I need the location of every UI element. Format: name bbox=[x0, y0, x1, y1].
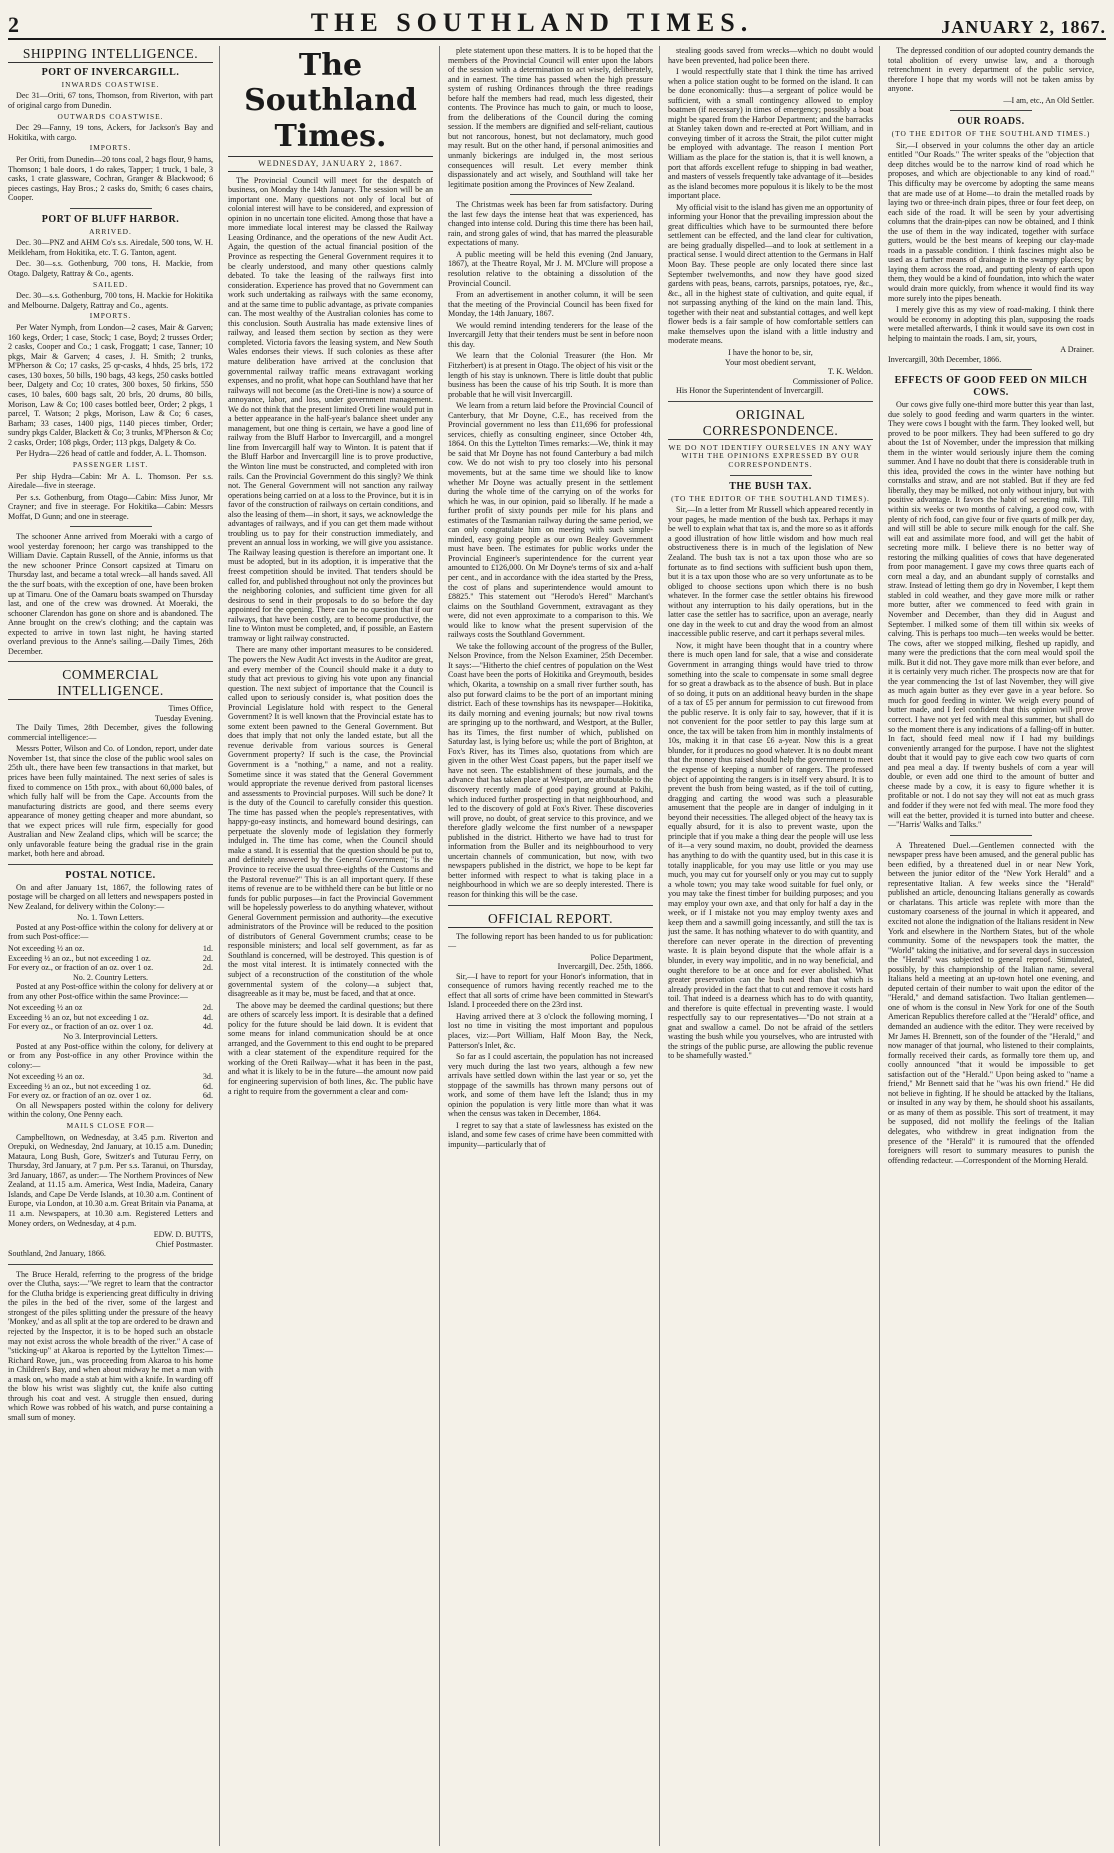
official-text: Sir,—I have to report for your Honor's information, that in consequence of rumors having recently reached me to the effect that all sorts of crime have been committed in Stewart's Island. I proceeded there on the 23rd inst. bbox=[448, 971, 653, 1010]
commercial-heading: COMMERCIAL INTELLIGENCE. bbox=[8, 667, 213, 700]
rates-heading: No. 2. Country Letters. bbox=[72, 972, 149, 982]
rate-row bbox=[8, 1003, 213, 1013]
rate-label: Exceeding ½ an oz., but not exceeding 1 oz. bbox=[8, 1081, 151, 1091]
mails-signature: Chief Postmaster. bbox=[155, 1239, 213, 1249]
rates-heading: No. 1. Town Letters. bbox=[77, 913, 144, 923]
rate-label: Exceeding ½ an oz, but not exceeding 1 oz. bbox=[8, 1012, 149, 1022]
office-line: Tuesday Evening. bbox=[154, 713, 213, 723]
rate-label: Not exceeding ½ an oz. bbox=[8, 944, 85, 954]
letter-signature: A Drainer. bbox=[1060, 345, 1094, 355]
rate-value: 4d. bbox=[202, 1022, 213, 1032]
arrived-text: Dec. 30—s.s. Gothenburg, 700 tons, H. Mackie, from Otago. Dalgety, Rattray & Co., agents. bbox=[8, 259, 213, 279]
effects-heading: EFFECTS OF GOOD FEED ON MILCH COWS. bbox=[894, 375, 1088, 399]
correspondence-heading: ORIGINAL CORRESPONDENCE. bbox=[668, 407, 873, 440]
inwards-text: Dec 31—Oriti, 67 tons, Thomson, from Riverton, with part of original cargo from Dunedin. bbox=[8, 91, 213, 110]
postal-heading: POSTAL NOTICE. bbox=[65, 869, 156, 881]
rate-row bbox=[8, 1022, 213, 1032]
letter-text: Now, it might have been thought that in a country where there is much open land for sale, that a wise and considerate Government in arranging things would have tried to throw something into the scale to compensate in some small degree for so great a drawback as to the absence of bush. But in place of so doing, it puts on an additional heavy burden in the shape of a tax of £5 per annum for permission to cut firewood from the public reserve. It is only fair to say, however, that if it is not convenient for the poor settler to pay this large sum at once, the tax will be taken from him in monthly instalments of 10s, making it in that case £6 a-year. Now this is a great blunder, for it produces no good whatever. It is no doubt meant that the money thus raised should help the government to meet the expense of keeping a number of rangers. The professed object of appointing the rangers is in itself very absurd. It is to prevent the bush from being wasted, as if the toil of cutting, dragging and carting the wood was such a pleasurable amusement that the people are in danger of indulging in it beyond their necessities. The alleged object of the heavy tax is equally absurd, for it is also to prevent waste, upon the principle that if you make a thing dear the people will use less of it—a very sound maxim, no doubt, provided the dearness has anything to do with the quantity used, but in this case it is totally inapplicable, for you may use little or you may use much, you may cut for yourself only or you may cut to supply a whole town; you may take wood suitable for fuel only, or you may take the finest timber for building purposes; and you may employ your own axe, and that only for half a day in the week, or if I mistake not you may employ twenty axes and keep them and a sawmill going incessantly, and still the tax is just the same. It has nothing whatever to do with quantity, and therefore can never operate in the direction of preventing waste. It is plain beyond dispute that the whole affair is a blunder, in every way impolitic, and in no way beneficial, and ought therefore to be at once and for ever abolished. What greater preservation can the bush need than that which is already provided in the fact that to cut and remove it costs hard toil. That indeed is a dearness which has to do with quantity, and therefore is quite effectual in preventing waste. I would respectfully say to our representatives—"Do not strain at a gnat and swallow a camel. Do not be afraid of the settlers wasting the bush while you yourselves, who are intrusted with the strings of the public purse, are allowing the public revenue to be shamefully wasted." bbox=[668, 640, 873, 1061]
rate-value: 6d. bbox=[202, 1081, 213, 1091]
running-title: THE SOUTHLAND TIMES. bbox=[310, 8, 754, 37]
rate-label: Exceeding ½ an oz., but not exceeding 1 oz. bbox=[8, 953, 151, 963]
rates-list bbox=[8, 1072, 213, 1101]
editorial-paragraph: The Provincial Council will meet for the despatch of business, on Monday the 14th January. The session will be an important one. Many questions not only of local but of colonial interest will have to be considered, and expression of opinion in no uncertain tone elicited. Among those that have a more immediate local interest may be classed the Railway Leasing Ordinance, and the operations of the new Audit Act. Again, the question of the actual financial position of the Province as respecting the General Government requires it to be clearly understood, and many other questions calmly debated. To take the leasing of the railways first into consideration. Experience has proved that no Government can work such undertaking as railways with the same economy, and at the same time to public advantage, as private companies can. The most wealthy of the Australian colonies has come to this conclusion. South Australia has made extensive lines of railway, and leased them section by section as they were completed. Victoria favors the leasing system, and New South Wales endorses their views. If such colonies as these after mature deliberation have arrived at the conclusion that governmental railway traffic means extravagant working expenses, and no profit, what hope can Southland have that her railways will not become (as the Oreti-line is now) a source of annoyance, labor, and loss, under government management. We do not think that the present limited Oreti line would put in a better appearance in the half-year's balance sheet under any management, but one thing is certain, we have a good line of railway from the Bluff Harbor to Invercargill, and a mongrel line from Invercargill half way to Winton. It is patent that if the Bluff Harbor and Invercargill line is to prove productive, the Winton line must be constructed, and completed with iron rails. Can the Provincial Government do this singly? We think not. The General Government will not sanction any railway operations being carried on at a loss to the Province, but it is in favor of the construction of railways on certain conditions, and also the leasing of them—in short, it says, we acknowledge the advantages of railways, and if you can get them made without troubling us to pay for their construction immediately, and prevent an annual loss in working, we will give you assistance. The Railway leasing question is therefore an important one. It must be adopted, but in its adoption, it is imperative that the freest competition should be invited. That tenders should be called for, and published throughout not only the provinces but the neighboring colonies, and sufficient time given for all desirous to send in their proposals to do so before the day appointed for the opening. There can be no question that if our railways, that have been costly, are to become productive, the line to Winton must be completed, and, if possible, an Eastern tramway or light railway constructed. bbox=[228, 175, 433, 643]
letter-signature: —I am, etc., An Old Settler. bbox=[1003, 95, 1094, 105]
news-paragraph: We take the following account of the progress of the Buller, Nelson Province, from the Nelson Examiner, 25th December. It says:—"Hitherto the chief centres of population on the West Coast have been the ports of Hokitika and Greymouth, besides which, Okarita, a township on a small river further south, has also put forward claims to be the port of an important mining district. Each of these townships has its newspaper—Hokitika, its daily morning and evening journals; but now rival towns are springing up to the northward, and Westport, at the Buller, has its Times, the first number of which, published on Saturday last, is lying before us; while the port of Brighton, at Fox's River, has its Times also, quotations from which are given in the other West Coast papers, but the paper itself we have not seen. The establishment of these journals, and the advance that has taken place at Westport, are attributable to the discovery recently made of good paying ground at Pakihi, which induced further prospecting in that neighbourhood, and led to the discovery of gold at Fox's River. These discoveries will prove, no doubt, of great service to this province, and we therefore gladly welcome the first number of a newspaper published in the district. Hitherto we have had to trust for information from the Buller and its neighbourhood to very uncertain channels of communication, but now, with two newspapers published in the district, we hope to be kept far better informed with respect to what is taking place in a neighbourhood in which we are so deeply interested. There is reason for thinking this will be the case. bbox=[448, 641, 653, 900]
divider bbox=[70, 208, 152, 209]
inwards-heading: INWARDS COASTWISE. bbox=[61, 79, 160, 89]
rate-row bbox=[8, 1082, 213, 1092]
mails-heading: MAILS CLOSE FOR— bbox=[66, 1120, 155, 1130]
postal-text: On and after January 1st, 1867, the following rates of postage will be charged on all letters and newspapers posted in New Zealand, for delivery within the Colony:— bbox=[8, 882, 213, 911]
arrived-heading: ARRIVED. bbox=[89, 226, 132, 236]
letter-text: The depressed condition of our adopted country demands the total abolition of every unwise law, and a thorough retrenchment in every department of the public service, therefore I hope that my words will not be taken amiss by anyone. bbox=[888, 46, 1094, 94]
news-paragraph: From an advertisement in another column, it will be seen that the meeting of the Provincial Council has been fixed for Monday, the 14th January, 1867. bbox=[448, 290, 653, 319]
rate-row bbox=[8, 954, 213, 964]
divider bbox=[950, 110, 1032, 111]
article-text: Our cows give fully one-third more butter this year than last, due solely to good feeding and warm quarters in the winter. They were cows I bought with the farm. They looked well, but proved to be poor milkers. They had been suffered to go dry about the 1st of November, under the impression that milking them in the winter would seriously injure them the coming summer. And I have no doubt that there is considerable truth in this idea, provided the cows in the winter have nothing but cornstalks and straw, and are not stabled. But if they are fed liberally, they may be milked, not only without injury, but with positive advantage. It favors the habit of secreting milk. Till within six weeks or two months of calving, a good cow, with plenty of rich food, can give four or five quarts of milk per day, and will still be able to secure milk enough for the calf. She will eat and assimilate more food, and will get the habit of secreting more milk. I believe there is no better way of restoring the milking qualities of cows that have degenerated from poor management. I gave my cows three quarts each of corn meal a day, and an abundant supply of cornstalks and straw. Instead of letting them go dry in November, I kept them stabled in cold weather, and they gave more milk or rather more butter, after we commenced to feed with grain in November and December, than they did in August and September. I milked some of them till within six weeks of calving. This is perhaps too much—ten weeks would be better. The cows, after we stopped milking, fleshed up rapidly, and many were the predictions that the corn meal would spoil the milk. But it did not. They gave more milk than ever before, and it is certainly very much richer. The prospects now are that for the year commencing the 1st of last November, they will give as much again butter as they ever gave in a year before. So much for good feeding in winter. We weigh every pound of butter made, and I feel confident that this opinion will prove correct. I have not yet fed with meal this summer, but shall do so the moment there is any indications of a falling-off in butter. In fact, should feed meal now if I had my buildings conveniently arranged for the purpose. I have not the slightest doubt that it would pay to give each cow two quarts of corn and pea meal a day. If twenty bushels of corn a year will double, or even add one third to the amount of butter and cheese made by a cow, it is easy to figure whether it is profitable or not. I do not say they will not eat as much grass and fodder if they were not fed with meal. The more food they will eat the better, provided it is turned into butter and cheese.—"Harris' Walks and Talks." bbox=[888, 399, 1094, 830]
rate-value: 4d. bbox=[202, 1012, 213, 1022]
mails-text: Campbelltown, on Wednesday, at 3.45 p.m. Riverton and Orepuki, on Wednesday, 2nd January, at 10.15 a.m. Dunedin; Mataura, Long Bush, Gore, Switzer's and Tuturau Ferry, on Thursday, 3rd January, at 7 p.m. Per s.s. Taranui, on Thursday, 3rd January, 1867, as under:— The Northern Provinces of New Zealand, at 11.15 a.m. America, West India, Madeira, Canary Islands, and Cape De Verde Islands, at 10.30 a.m. Continent of Europe, via London, at 10.30 a.m. Great Britain via Panama, at 11 a.m. Newspapers, at 10.30 a.m. Registered Letters and Money orders, on Wednesday, at 4 p.m. bbox=[8, 1132, 213, 1228]
rate-row bbox=[8, 963, 213, 973]
columns bbox=[8, 46, 1106, 1846]
commercial-text: Messrs Potter, Wilson and Co. of London, report, under date November 1st, that since the close of the public wool sales on 25th ult., there have been few transactions in that market, but prices have been fully maintained. The next series of sales is fixed to commence on 15th prox., with about 60,000 bales, of which fully half will be from the Cape. Accounts from the manufacturing districts are good, and there seems every appearance of money getting cheaper and more abundant, so that we expect prices will rule firm, especially for good Australian and New Zealand clips, which will be scarce; the only unfavorable feature being the gradual rise in the grain market, both here and abroad. bbox=[8, 744, 213, 859]
nameplate: The Southland Times. bbox=[244, 48, 417, 154]
mails-date: Southland, 2nd January, 1866. bbox=[8, 1249, 106, 1259]
rate-value: 2d. bbox=[202, 953, 213, 963]
duel-article: A Threatened Duel.—Gentlemen connected with the newspaper press have been amused, and the general public has been edified, by a threatened duel in or near New York, between the junior editor of the "New York Herald" and a representative Italian. A few weeks since the "Herald" published an article, denouncing Italians generally as cowards or charlatans. This article was replete with more than the customary coarseness of the journal in which it appeared, and excited not alone the indignation of the Italians resident in New York and elsewhere in the Northern States, but of the whole community. Some of the newspapers took the matter, the "World" taking the initiative, and for several days in succession the "Herald" was subjected to general reproof. Stimulated, possibly, by this championship of the Italian name, several Italians held a meeting at an up-town hotel one evening, and deputed certain of their number to wait upon the editor of the "Herald," and demand satisfaction. Two Italian gentlemen—one of whom is the consul in New York for one of the South American Republics therefore called at the "Herald" office, and demanded an audience with the editor. They were received by Mr James H. Brennett, son of the founder of the "Herald," and now manager of that journal, who listened to their complaints, formally received their cards, as formally tore them up, and coolly announced "that it would be impossible to get satisfaction out of the "Herald." Upon being asked to "name a friend," Mr Bennett said that he "was his own friend." He did not believe in fighting. If he should be attacked by the Italians, or insulted in any way by them, he should shoot his assailants, or as many of them as possible. This sort of treatment, it may be supposed, did not mollify the feelings of the Italian delegates, who withdrew in great indignation from the presence of the "Herald" it is rumoured that the offended foreigners will resort to summary measures to punish the offending redacteur. —Correspondent of the Morning Herald. bbox=[888, 840, 1094, 1165]
divider bbox=[8, 1264, 213, 1265]
port-heading: PORT OF INVERCARGILL. bbox=[41, 66, 180, 78]
rate-label: Not exceeding ½ an oz. bbox=[8, 1072, 85, 1082]
passenger-heading: PASSENGER LIST. bbox=[72, 459, 149, 469]
news-paragraph: We learn that the Colonial Treasurer (the Hon. Mr Fitzherbert) is at present in Otago. The object of his visit or the length of his stay is unknown. There is little doubt that public business has been the cause of his trip South. It is more than probable that he will visit Invercargill. bbox=[448, 351, 653, 399]
port-heading: PORT OF BLUFF HARBOR. bbox=[41, 213, 180, 225]
news-paragraph: We learn from a return laid before the Provincial Council of Canterbury, that Mr Doyne, C.E., has received from the Provincial government no less than £11,696 for professional services, chiefly as consulting engineer, since October 4th, 1864. On this the Lyttelton Times remarks:—We, think it may be said that Mr Doyne has not found Canterbury a bad milch cow. We do not wish to pry too closely into his personal movements, but at the same time we should like to know whether Mr Doyne was actually present in the settlement during the whole time of the carrying on of the works for which he was, in our opinion, paid so liberally. If he made a further profit of sixty pounds per mile for his plans and estimates of the Tasmanian railway during the same period, we can only congratulate him on meeting with such simple-minded, easy going people as our own Bealey Government must have been. The estimates for public works under the Provincial Engineer's superintendence for the current year amounted to £126,000. On Mr Doyne's terms of six and a-half per cent., and in accordance with the idea started by the Press, the cost of plans and superintendence would amount to £8825." This statement out "Herodo's Hered" Marchant's claims on the Southland Government, extravagant as they were, did not even approximate to a comparison to this. We would like to know what the present supervision of the railways costs the Southland Government. bbox=[448, 401, 653, 640]
divider bbox=[70, 526, 152, 527]
rate-value: 2d. bbox=[202, 963, 213, 973]
divider bbox=[668, 401, 873, 402]
official-text: stealing goods saved from wrecks—which no doubt would have been prevented, had police been there. bbox=[668, 46, 873, 65]
rate-value: 2d. bbox=[202, 1003, 213, 1013]
divider bbox=[730, 475, 812, 476]
column-5 bbox=[888, 46, 1100, 1846]
official-text: My official visit to the island has given me an opportunity of informing your Honor that the prevailing impression about the great difficulties which have to be surmounted there before settlement can be effected, and the land clear for cultivation, are being gradually dispelled—and to look at settlement in a practical sense. I would direct attention to the Germans in Half Moon Bay. These people are only located there since last September twelvemonths, and now they have good sized gardens with peas, beans, carrots, parsnips, potatoes, rye, &c., &c., all in the highest state of cultivation, and quite equal, if not surpassing anything of the kind on the main land. This, together with their neat and substantial cottages, and well kept flower beds is a fair sample of how comfortable settlers can make themselves upon the island with a little industry and moderate means. bbox=[668, 202, 873, 346]
imports-text: Per Water Nymph, from London—2 cases, Mair & Garven; 160 kegs, Order; 1 case, Stock; 1 case, Boyd; 2 trusses Order; 2 casks, Cooper and Co.; 1 cask, Froggatt; 1 case, Tanner; 10 pkgs, Mair & Garven; 4 cases, J. H. Smith; 2 trunks, M'Pherson & Co; 17 casks, 25 qr-casks, 4 hhds, 25 brls, 172 cases, 130 boxes, 50 bills, 190 bags, 43 kegs, 250 casks bottled beer, Dalgety and Co; 10 crates, 300 boxes, 50 firkins, 550 cases, 10 bales, 600 bags salt, 20 brls, 20 drums, 80 bills, Morison, Law & Co; 100 cases bottled beer, Order; 2 pkgs, 1 parcel, T. Watson; 2 pkgs, Morison, Law & Co; 6 cases, Barham; 33 cases, 1400 pigs, 1140 pieces timber, Order; sundry pkgs Calder, Blackett & Co; 3 trunks, M'Pherson & Co; 2 casks, Order; 108 pkgs, Order; 113 pkgs, Dalgety & Co. bbox=[8, 323, 213, 447]
sailed-text: Dec. 30—s.s. Gothenburg, 700 tons, H. Mackie for Hokitika and Melbourne. Dalgety, Rattray and Co., agents. bbox=[8, 291, 213, 310]
divider bbox=[950, 835, 1032, 836]
rate-value: 3d. bbox=[202, 1072, 213, 1082]
rates-list bbox=[8, 1003, 213, 1032]
editor-line: (TO THE EDITOR OF THE SOUTHLAND TIMES). bbox=[671, 493, 870, 503]
imports-heading: IMPORTS. bbox=[89, 143, 132, 153]
signature-address: His Honor the Superintendent of Invercargill. bbox=[676, 386, 824, 396]
divider bbox=[950, 369, 1032, 370]
rate-row bbox=[8, 1013, 213, 1023]
divider bbox=[8, 661, 213, 662]
office-line: Times Office, bbox=[168, 704, 213, 714]
rates-intro: Posted at any Post-office within the colony for delivery at or from such Post-office:— bbox=[8, 922, 213, 942]
official-text: I would respectfully state that I think the time has arrived when a police station ought to be formed on the island. It can be done economically: thus—a sergeant of police would be sufficient, with a small contingency allowed to employ boatmen (if necessary) in times of emergency; possibly a boat might be spared from the Harbor Department; and the barracks at Stanley taken down and re-erected at Port William, and in conveying timber of it across the Strait, the pilot cutter might be employed with advantage. The reason I mention Port William as the place for the station is, that it is well known, a port that affords excellent refuge to shipping in bad weather, and masters of vessels frequently take advantage of it—besides as the island becomes more populous it is likely to be the most important place. bbox=[668, 67, 873, 201]
passenger-text: Per ship Hydra—Cabin: Mr A. L. Thomson. Per s.s. Airedale—five in steerage. bbox=[8, 471, 213, 491]
masthead bbox=[8, 4, 1106, 40]
official-dept: Police Department, bbox=[590, 952, 653, 962]
official-text: So far as I could ascertain, the population has not increased very much during the last two years, although a few new arrivals have settled down within the last year or so, yet the stoppage of the sawmills has thrown many persons out of work, and some of them have left the Island; thus in my opinion the population is very little more than what it was when the census was taken in December, 1864. bbox=[448, 1052, 653, 1119]
rate-value: 1d. bbox=[202, 944, 213, 954]
roads-heading: OUR ROADS. bbox=[957, 116, 1025, 128]
rate-label: For every oz., or fraction of an oz. over 1 oz. bbox=[8, 963, 154, 973]
divider bbox=[8, 864, 213, 865]
column-4 bbox=[668, 46, 880, 1846]
arrived-text: Dec. 30—PNZ and AHM Co's s.s. Airedale, 500 tons, W. H. Meikleham, from Hokitika, etc. T. G. Tanton, agent. bbox=[8, 238, 213, 257]
bush-tax-heading: THE BUSH TAX. bbox=[729, 480, 812, 492]
page-number: 2 bbox=[8, 12, 19, 37]
rate-label: For every oz. or fraction of an oz. over 1 oz. bbox=[8, 1091, 152, 1101]
commercial-text: The Daily Times, 28th December, gives the following commercial intelligence:— bbox=[8, 723, 213, 742]
schooner-article: The schooner Anne arrived from Moeraki with a cargo of wool yesterday forenoon; her cargo was transhipped to the William Davie. Captain Russell, of the Annie, informs us that the new schooner Prince Consort capsized at Timaru on Thursday last, and became a total wreck—all hands saved. All the the surf boats, with the exception of one, have been broken up at Timaru. One of the Oamaru boats swamped on Thursday last, and one of the crew was drowned. At Moeraki, the schooner Clarendon has gone on shore and is abandoned. The Anne brought on the crew's clothing; and the captain was expected to arrive in town last night, he having started overland previous to the Anne's sailing.—Daily Times, 26th December. bbox=[8, 532, 213, 656]
official-intro: The following report has been handed to us for publication:— bbox=[448, 931, 653, 951]
shipping-heading: SHIPPING INTELLIGENCE. bbox=[8, 46, 213, 63]
rates-intro: Posted at any Post-office within the colony, for delivery at or from any Post-office in any other Province within the colony:— bbox=[8, 1041, 213, 1070]
rate-label: For every oz., or fraction of an oz. over 1 oz. bbox=[8, 1022, 154, 1032]
official-dept: Invercargill, Dec. 25th, 1866. bbox=[557, 962, 653, 972]
signature-name: T. K. Weldon. bbox=[827, 367, 873, 377]
column-2 bbox=[228, 46, 440, 1846]
editorial-paragraph: plete statement upon these matters. It is to be hoped that the members of the Provincial Council will enter upon the labors of the session with a determination to act wisely, deliberately, and in earnest. The time has passed when the high pressure system of rushing Ordinances through the three readings before half the members had read, much less digested, their contents. The Province has much to gain, or much to loose, from the deliberations of the Council during the coming session. If the members are dignified and self-reliant, cautious but not rancorous, honest, but not declamatory, much good may result. But on the other hand, if personal animosities and unmanly bickerings are indulged in, the most serious consequences will result. Let every member think dispassionately and act wisely, and Southland will take her legitimate position among the Provinces of New Zealand. bbox=[448, 46, 653, 189]
letter-text: I merely give this as my view of road-making. I think there would be economy in adopting this plan, supposing the roads were metalled afterwards, I think it would save its own cost in helping to maintain the roads. I am, sir, yours, bbox=[888, 305, 1094, 343]
rate-row bbox=[8, 944, 213, 954]
official-text: I regret to say that a state of lawlessness has existed on the island, and some few cases of crime have been committed with impunity—particularly that of bbox=[448, 1120, 653, 1149]
sailed-heading: SAILED. bbox=[92, 279, 129, 289]
signature-line: Your most obedient servant, bbox=[725, 357, 816, 367]
bruce-article: The Bruce Herald, referring to the progress of the bridge over the Clutha, says:—"We regret to learn that the contractor for the Clutha bridge is experiencing great difficulty in driving the piles in the bed of the river, some of the largest and strongest of the piles splitting under the pressure of the heavy 'Monkey,' and as all split at the top are ordered to be drawn and rejected by the Inspector, it is to be hoped such an obstacle may not exist across the whole breadth of the river." A case of "sticking-up" at Akaroa is reported by the Lyttelton Times:—Richard Rowe, jun., was proceeding from Akaroa to his home in Children's Bay, and when about midway he met a man with a mask on, who made a stab at him with a knife. In warding off the blow his wrist was slightly cut, the knife also cutting through his coat and vest. A struggle then ensued, during which Rowe was robbed of his watch, and purse containing a small sum of money. bbox=[8, 1269, 213, 1422]
rate-row bbox=[8, 1072, 213, 1082]
official-heading: OFFICIAL REPORT. bbox=[448, 911, 653, 928]
postal-news: On all Newspapers posted within the colony for delivery within the colony, One Penny each. bbox=[8, 1100, 213, 1120]
rates-list bbox=[8, 944, 213, 973]
editor-line: (TO THE EDITOR OF THE SOUTHLAND TIMES.) bbox=[891, 129, 1091, 139]
mails-signature: EDW. D. BUTTS, bbox=[153, 1230, 213, 1240]
imports-text: Per Oriti, from Dunedin—20 tons coal, 2 bags flour, 9 hams, Thomson; 1 bale doors, 1 do rakes, Tapper; 1 truck, 1 bale, 3 casks, 1 crate glassware, Cochran, Granger & Blackwood; 6 pieces castings, Hay Bros.; 2 casks do, Smith; 6 cases chairs, Cooper. bbox=[8, 155, 213, 203]
signature-title: Commissioner of Police. bbox=[792, 376, 873, 386]
official-text: Having arrived there at 3 o'clock the following morning, I lost no time in visiting the most important and populous places, viz:—Port William, Half Moon Bay, the Neck, Patterson's Inlet, &c. bbox=[448, 1011, 653, 1050]
news-paragraph: The Christmas week has been far from satisfactory. During the last few days the intense heat that was experienced, has changed into intense cold. During this time there has been hail, rain, and strong gales of wind, that has marred the pleasurable expectations of many. bbox=[448, 200, 653, 248]
letter-date: Invercargill, 30th December, 1866. bbox=[888, 354, 1002, 364]
column-1 bbox=[8, 46, 220, 1846]
rate-row bbox=[8, 1091, 213, 1101]
divider bbox=[510, 194, 592, 195]
correspondence-note: WE DO NOT IDENTIFY OURSELVES IN ANY WAY WITH THE OPINIONS EXPRESSED BY OUR CORRESPONDENTS. bbox=[668, 442, 873, 469]
divider bbox=[448, 905, 653, 906]
outwards-text: Dec 29—Fanny, 19 tons, Ackers, for Jackson's Bay and Hokitika, with cargo. bbox=[8, 123, 213, 142]
imports-text: Per Hydra—226 head of cattle and fodder, A. L. Thomson. bbox=[16, 449, 207, 459]
editorial-paragraph: There are many other important measures to be considered. The powers the New Audit Act invests in the Auditor are great, and every member of the Council should make it a duty to study that act previous to giving his vote upon any financial question. The next subject of importance that the Council is called upon to seriously consider is, what position does the Provincial Legislature hold with respect to the General Government? It is well known that the Provincial estate has to some extent been pawned to the General Government. But does that imply that not only the landed estate, but all the revenue derivable from various sources is General Government property? If such is the case, the Provincial Government is a "nothing," a name, and not a reality. Sometime since it was stated that the General Government would appropriate the revenue derived from pastoral licenses and assessments to Provincial purposes. Will such be done? It is the duty of the Council to carefully consider this question. The time has passed when the people's representatives, with happy-go-easy instincts, and homeward bound desirings, can perpetuate the slovenly mode of legislation they formerly indulged in. The time has come, when the Council should make a stand. It is essential that the question should be put to, and definitely answered by the General Government; "is the Province to receive the usual three-eighths of the Customs and the Pastoral revenue?" This is an all important query. If these items of revenue are to be withheld there can be but little or no funds for public purposes—in fact the Provincial Government will be hopelessly powerless to do anything whatever, without General Government permission and authority—the executive administrators of the Province will be reduced to the position of distributors of General Government crumbs; cease to be responsible ministers; and local self government, as far as Southland is concerned, will be destroyed. This question is of the most vital interest. It is intimately connected with the subject of a reconstruction of the constitution of the whole governmental system of the colony—a subject that, disagreeable as it may be, must be faced, and that at once. bbox=[228, 645, 433, 999]
outwards-heading: OUTWARDS COASTWISE. bbox=[57, 111, 164, 121]
column-3 bbox=[448, 46, 660, 1846]
dateline: WEDNESDAY, JANUARY 2, 1867. bbox=[228, 156, 433, 171]
imports-heading: IMPORTS. bbox=[89, 311, 132, 321]
news-paragraph: A public meeting will be held this evening (2nd January, 1867), at the Theatre Royal, Mr J. M. M'Clure will propose a resolution relative to the obtaining a dissolution of the Provincial Council. bbox=[448, 249, 653, 288]
editorial-paragraph: The above may be deemed the cardinal questions; but there are others of scarcely less import. It is desirable that a defined policy for the future should be laid down. It is evident that some means for inland communication should be at once arranged, and the Government to this end ought to be prepared with a clear statement of the expenditure required for the working of the Oreti Railway—what it has been in the past, and what it is likely to be in the future—the amount now paid for engineering supervision of both lines, &c. The public have a right to require from the government a clear and com- bbox=[228, 1000, 433, 1096]
rates-heading: No 3. Interprovincial Letters. bbox=[63, 1031, 158, 1041]
rate-label: Not exceeding ½ an oz bbox=[8, 1003, 83, 1013]
signature-line: I have the honor to be, sir, bbox=[728, 347, 813, 357]
rates-intro: Posted at any Post-office within the colony for delivery at or from any other Post-office within the same Province:— bbox=[8, 982, 213, 1001]
news-paragraph: We would remind intending tenderers for the lease of the Invercargill Jetty that their tenders must be sent in before noon this day. bbox=[448, 320, 653, 349]
letter-text: Sir,—In a letter from Mr Russell which appeared recently in your pages, he made mention of the bush tax. Perhaps it may be well to explain what that tax is, and the more so as it affords a good illustration of how little wisdom and how much real obstructiveness there is in much of the legislation of New Zealand. The bush tax is not a tax upon those who are so fortunate as to find sections with sufficient bush upon them, but it is a tax upon those who are so very unfortunate as to be obliged to choose sections upon which there is no bush whatever. In the former case the settler obtains his firewood without any interruption to his daily operations, but in the latter case the settler has to sacrifice, upon an average, nearly one day in the week to cut and dray the wood from an almost inaccessible public reserve, and cart it perhaps several miles. bbox=[668, 505, 873, 639]
passenger-text: Per s.s. Gothenburg, from Otago—Cabin: Miss Junor, Mr Crayner; and five in steerage. For Hokitika—Cabin: Messrs Moffat, D Gunn; and one in steerage. bbox=[8, 492, 213, 521]
rate-value: 6d. bbox=[202, 1091, 213, 1101]
letter-text: Sir,—I observed in your columns the other day an article entitled "Our Roads." The writer speaks of the "objection that deep ditches would be to the narrow kind of road which he proposes, and which are objectionable to any kind of road." This difficulty may be overcome by adopting the same means that are made use of at Home—to drain the metalled roads by laying two or three-inch drain pipes, three or four feet deep, on each side of the road. It will be seen by your advertising columns that the drain-pipes can now be obtained, and I think the use of them in the way indicated, together with surface gutters, would be the best means of keeping our clay-made roads in a passable condition. I think fascines might also be used as a further means of drainage in the swampy places; by laying them across the road, and putting plenty of earth upon them, they would be a kind of foundation, into which the water would drain more quickly, from whence it would find its way more surely into the pipes beneath. bbox=[888, 140, 1094, 303]
issue-date: JANUARY 2, 1867. bbox=[941, 17, 1106, 37]
